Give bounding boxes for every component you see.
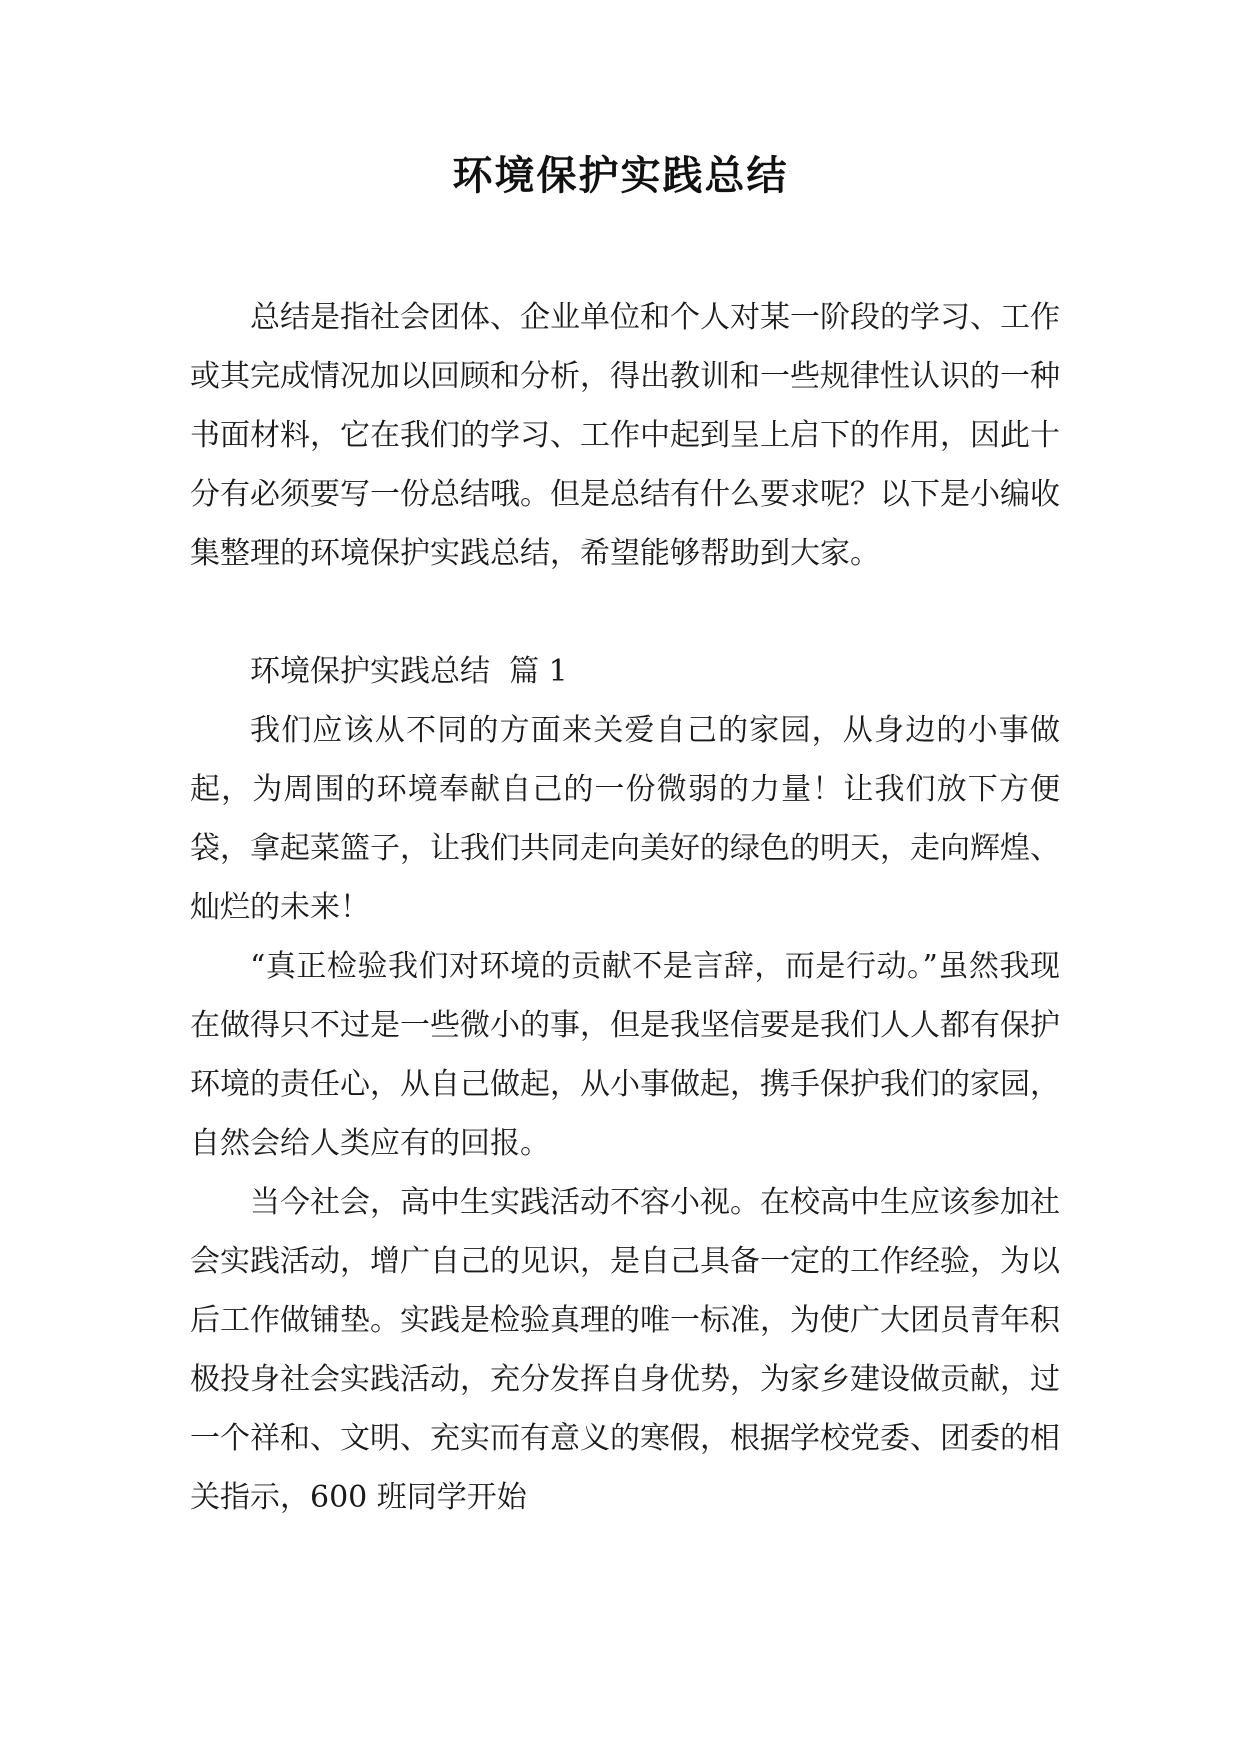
document-title: 环境保护实践总结 (452, 153, 789, 199)
section-paragraph-3: 当今社会，高中生实践活动不容小视。在校高中生应该参加社会实践活动，增广自己的见识，是自己具备一定的工作经验，为以后工作做铺垫。实践是检验真理的唯一标准，为使广大团员青年积极投身社会实践活动，充分发挥自身优势，为家乡建设做贡献，过一个祥和、文明、充实而有意义的寒假，根据学校党委、团委的相关指示，600 班同学开始 (190, 1185, 1060, 1515)
section-heading: 环境保护实践总结 篇 1 (250, 654, 568, 689)
section-paragraph-1: 我们应该从不同的方面来关爱自己的家园，从身边的小事做起，为周围的环境奉献自己的一份微弱的力量！让我们放下方便袋，拿起菜篮子，让我们共同走向美好的绿色的明天，走向辉煌、灿烂的未来！ (190, 713, 1060, 925)
paragraph-spacer (190, 583, 1060, 642)
intro-paragraph: 总结是指社会团体、企业单位和个人对某一阶段的学习、工作或其完成情况加以回顾和分析，得出教训和一些规律性认识的一种书面材料，它在我们的学习、工作中起到呈上启下的作用，因此十分有必须要写一份总结哦。但是总结有什么要求呢？以下是小编收集整理的环境保护实践总结，希望能够帮助到大家。 (190, 300, 1060, 571)
document-body (190, 288, 1060, 1527)
section-paragraph-2: “真正检验我们对环境的贡献不是言辞，而是行动。”虽然我现在做得只不过是一些微小的事，但是我坚信要是我们人人都有保护环境的责任心，从自己做起，从小事做起，携手保护我们的家园，自然会给人类应有的回报。 (190, 949, 1060, 1161)
